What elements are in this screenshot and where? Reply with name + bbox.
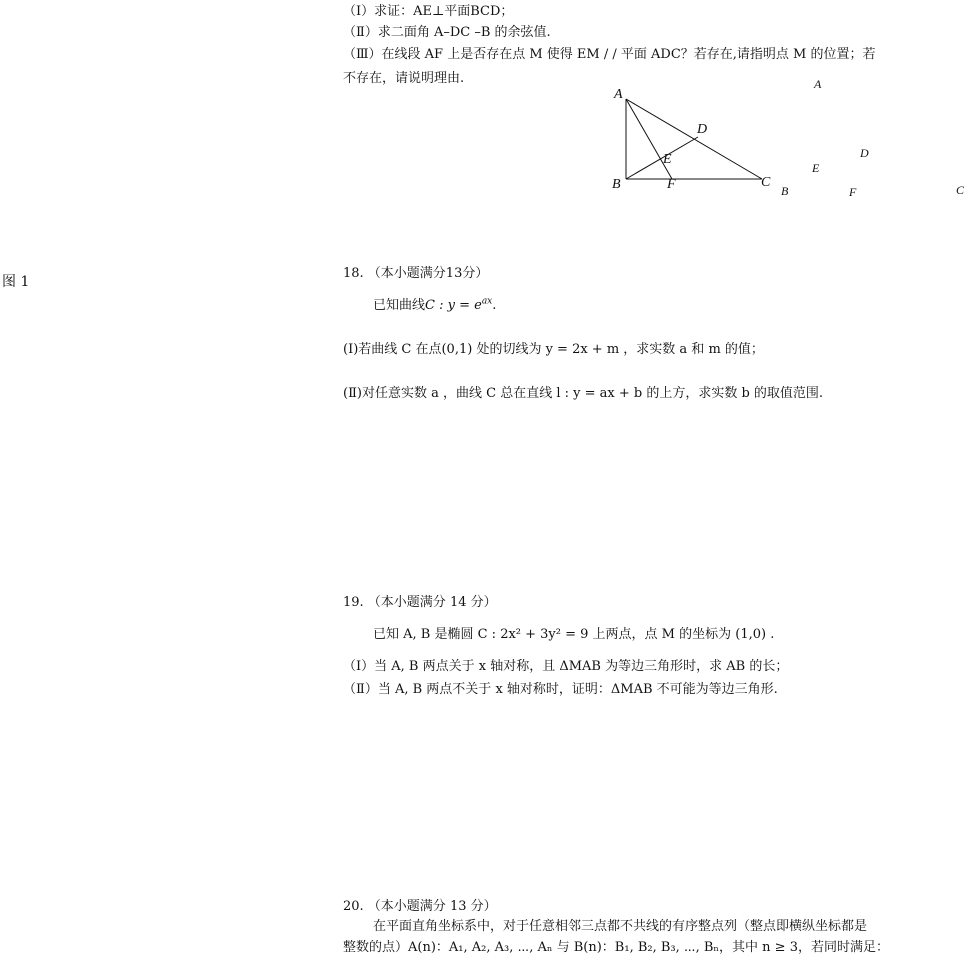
q19-stem: 已知 A, B 是椭圆 C : 2x² + 3y² = 9 上两点，点 M 的坐标为 (1,0) . (373, 627, 775, 642)
q17-part3-line2: 不存在，请说明理由. (343, 71, 465, 86)
q20-line1: 在平面直角坐标系中，对于任意相邻三点都不共线的有序整点列（整点即横纵坐标都是 (373, 919, 868, 934)
edge-bd (626, 137, 698, 179)
q20-header: 20. （本小题满分 13 分） (343, 899, 497, 914)
ghost-label-e: E (812, 161, 820, 175)
q18-part2: (Ⅱ)对任意实数 a ，曲线 C 总在直线 l : y = ax + b 的上方，求实数 b 的取值范围. (343, 386, 824, 401)
q17-part3-line1: （Ⅲ）在线段 AF 上是否存在点 M 使得 EM / / 平面 ADC？若存在,请指明点 M 的位置；若 (343, 47, 876, 62)
ghost-label-f: F (849, 185, 857, 199)
q18-part1: (Ⅰ)若曲线 C 在点(0,1) 处的切线为 y = 2x + m ，求实数 a 和 m 的值； (343, 342, 764, 357)
q17-part1: （Ⅰ）求证：AE⊥平面BCD； (343, 4, 514, 19)
label-a: A (614, 87, 623, 102)
q18-stem (373, 297, 496, 315)
ghost-label-b: B (781, 184, 789, 198)
q18-stem-pre: 已知曲线 (373, 298, 426, 313)
q18-stem-post: . (492, 298, 497, 313)
label-f: F (667, 177, 676, 192)
q20-line2: 整数的点）A(n)：A₁, A₂, A₃, ⋯, Aₙ 与 B(n)：B₁, B₂, B₃, ⋯, Bₙ，其中 n ≥ 3，若同时满足： (343, 940, 889, 955)
figure-caption: 图 1 (2, 274, 30, 290)
ghost-label-c: C (956, 183, 965, 197)
label-d: D (697, 122, 708, 137)
q19-part1: （Ⅰ）当 A, B 两点关于 x 轴对称，且 ΔMAB 为等边三角形时，求 AB 的长； (343, 659, 789, 674)
q18-header: 18. （本小题满分13分） (343, 266, 489, 281)
q19-part2: （Ⅱ）当 A, B 两点不关于 x 轴对称时，证明：ΔMAB 不可能为等边三角形. (343, 682, 778, 697)
label-e: E (663, 152, 672, 167)
label-b: B (612, 177, 621, 192)
q19-header: 19. （本小题满分 14 分） (343, 595, 497, 610)
ghost-label-d: D (860, 146, 869, 160)
ghost-label-a: A (814, 77, 822, 91)
q18-stem-exponent: ax (481, 296, 493, 307)
q18-stem-curve: C : y = e (425, 298, 482, 313)
q17-part2: （Ⅱ）求二面角 A–DC –B 的余弦值. (343, 25, 551, 40)
label-c: C (761, 175, 771, 190)
